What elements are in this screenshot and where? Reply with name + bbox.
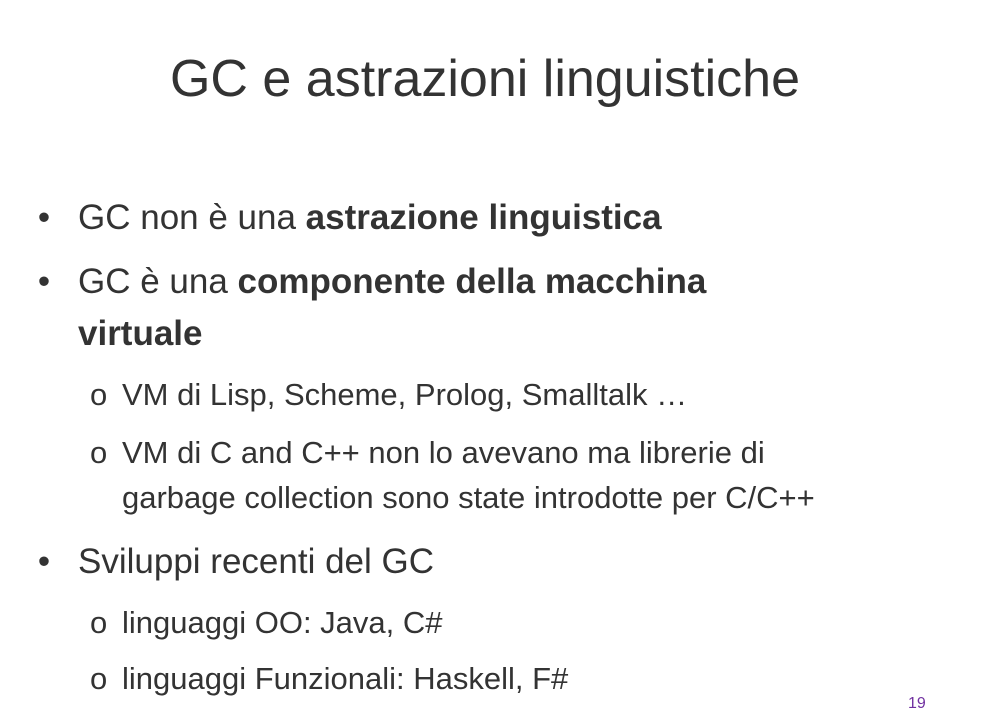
hollow-bullet-icon: o <box>90 661 108 696</box>
sub-bullet-text: VM di C and C++ non lo avevano ma librerie di <box>122 435 765 470</box>
bullet-text: GC è una componente della macchina <box>78 262 707 301</box>
bullet-text: GC non è una astrazione linguistica <box>78 198 662 237</box>
hollow-bullet-icon: o <box>90 605 108 640</box>
sub-bullet-text-continuation: garbage collection sono state introdotte per C/C++ <box>122 480 815 515</box>
slide-title: GC e astrazioni linguistiche <box>169 50 801 108</box>
sub-bullet-text: linguaggi OO: Java, C# <box>122 605 443 640</box>
hollow-bullet-icon: o <box>90 435 108 470</box>
bullet-text: Sviluppi recenti del GC <box>78 542 434 581</box>
sub-bullet-text: VM di Lisp, Scheme, Prolog, Smalltalk … <box>122 377 688 412</box>
sub-bullet-item <box>90 600 970 645</box>
bullet-bold-text: virtuale <box>78 314 203 353</box>
sub-bullet-item <box>90 372 970 417</box>
bullet-bold-text: componente della macchina <box>237 262 707 301</box>
page-number: 19 <box>908 695 926 712</box>
bullet-icon: • <box>37 542 51 581</box>
bullet-icon: • <box>37 198 51 237</box>
bullet-bold-text: astrazione linguistica <box>305 198 662 237</box>
bullet-item <box>34 256 934 360</box>
bullet-text-continuation <box>78 308 203 360</box>
sub-bullet-item <box>90 656 970 701</box>
sub-bullet-item <box>90 430 970 520</box>
bullet-item <box>34 192 934 244</box>
hollow-bullet-icon: o <box>90 377 108 412</box>
sub-bullet-text: linguaggi Funzionali: Haskell, F# <box>122 661 569 696</box>
bullet-item <box>34 536 934 588</box>
bullet-icon: • <box>37 262 51 301</box>
